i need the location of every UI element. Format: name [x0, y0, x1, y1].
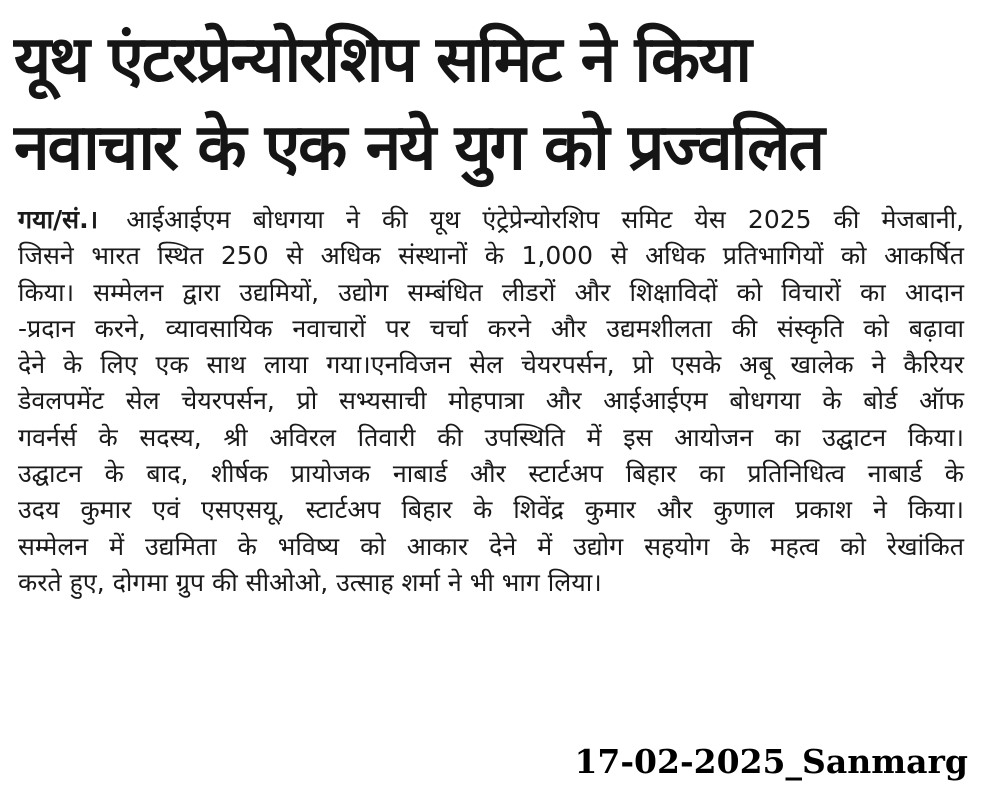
article-line: डेवलपमेंट सेल चेयरपर्सन, प्रो सभ्यसाची मोहपात्रा और आईआईएम बोधगया के बोर्ड ऑफ [18, 386, 964, 416]
article-line: उदय कुमार एवं एसएसयू, स्टार्टअप बिहार के शिवेंद्र कुमार और कुणाल प्रकाश ने किया। [18, 495, 964, 525]
article-body [18, 202, 964, 601]
article-line-text: आईआईएम बोधगया ने की यूथ एंट्रेप्रेन्योरशिप समिट येस 2025 की मेजबानी, [126, 205, 964, 234]
article-line: उद्घाटन के बाद, शीर्षक प्रायोजक नाबार्ड और स्टार्टअप बिहार का प्रतिनिधित्व नाबार्ड के [18, 459, 964, 489]
article-line: करते हुए, दोगमा ग्रुप की सीओओ, उत्साह शर्मा ने भी भाग लिया। [18, 567, 602, 597]
headline-line-2: नवाचार के एक नये युग को प्रज्वलित [14, 111, 824, 185]
article-line: सम्मेलन में उद्यमिता के भविष्य को आकार देने में उद्योग सहयोग के महत्व को रेखांकित [18, 531, 964, 561]
article-line [18, 202, 964, 238]
article-line: देने के लिए एक साथ लाया गया।एनविजन सेल चेयरपर्सन, प्रो एसके अबू खालेक ने कैरियर [18, 350, 964, 380]
article-line: किया। सम्मेलन द्वारा उद्यमियों, उद्योग सम्बंधित लीडरों और शिक्षाविदों को विचारों का आदान [18, 277, 964, 307]
article-line: -प्रदान करने, व्यावसायिक नवाचारों पर चर्चा करने और उद्यमशीलता की संस्कृति को बढ़ावा [18, 313, 964, 343]
article-line: गवर्नर्स के सदस्य, श्री अविरल तिवारी की उपस्थिति में इस आयोजन का उद्घाटन किया। [18, 422, 964, 452]
dateline: गया/सं.। [18, 205, 99, 234]
article-line: जिसने भारत स्थित 250 से अधिक संस्थानों के 1,000 से अधिक प्रतिभागियों को आकर्षित [18, 241, 964, 271]
headline-line-1: यूथ एंटरप्रेन्योरशिप समिट ने किया [14, 23, 750, 97]
headline [14, 16, 974, 192]
source-date-tag: 17-02-2025_Sanmarg [574, 742, 968, 781]
